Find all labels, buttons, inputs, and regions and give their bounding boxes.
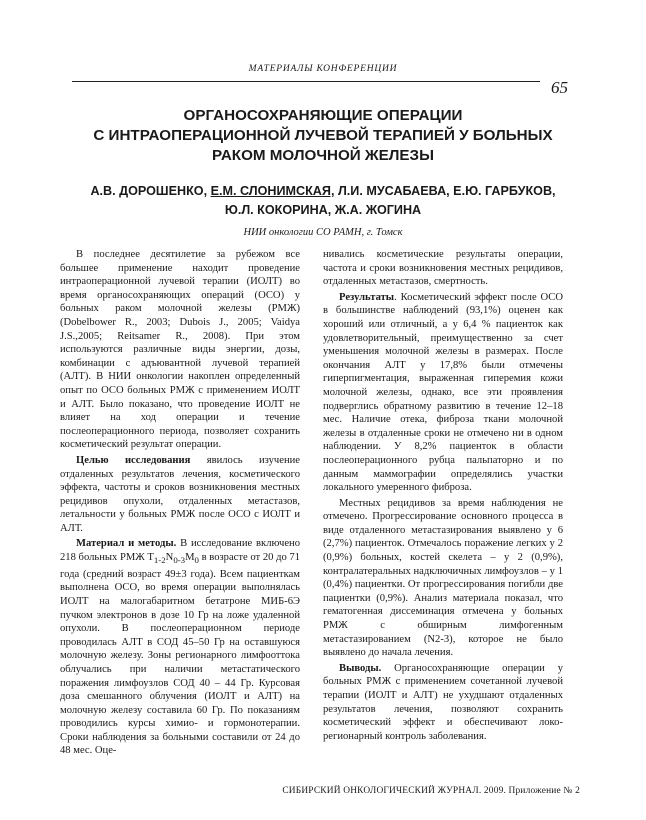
running-header: МАТЕРИАЛЫ КОНФЕРЕНЦИИ <box>248 64 398 74</box>
conclusion-heading: Выводы. <box>339 662 382 674</box>
author-line-2: Ю.Л. КОКОРИНА, Ж.А. ЖОГИНА <box>224 203 422 217</box>
header-rule <box>72 81 540 82</box>
conclusion-text: Органосохраняющие операции у больных РМЖ с применением сочетанной лучевой терапии (ИОЛТ и АЛТ) не ухудшают отдаленных результатов лечения, позволяют сохранить косметический эффект и обеспечивают локо-регионарный контроль заболевания. <box>323 662 563 742</box>
conclusion-paragraph <box>323 662 563 744</box>
results-heading: Результаты <box>339 291 395 303</box>
title-line: С ИНТРАОПЕРАЦИОННОЙ ЛУЧЕВОЙ ТЕРАПИЕЙ У БОЛЬНЫХ <box>93 127 553 144</box>
recurrence-paragraph: Местных рецидивов за время наблюдения не отмечено. Прогрессирование основного процесса в виде отдаленного метастазирования выявлено у 6 (2,7%) пациенток. Отмечалось поражение легких у 2 (0,9%) больных, костей скелета – у 2 (0,9%), контралатеральных надключичных лимфоузлов – у 1 (0,4%) пациентки. От прогрессирования погибли две пациентки (0,9%). Анализ материала показал, что гематогенная диссеминация отмечена у больных РМЖ с обширным лимфогенным метастазированием (N2-3), которое не было выявлено до начала лечения. <box>323 497 563 659</box>
author-name: Л.И. МУСАБАЕВА, Е.Ю. ГАРБУКОВ, <box>337 184 556 198</box>
left-column <box>60 248 300 758</box>
results-text: . Косметический эффект после ОСО в большинстве наблюдений (93,1%) оценен как хороший или отличный, а у 6,4 % пациенток как удовлетворительный, преимущественно за счет уменьшения молочной железы в размерах. После окончания АЛТ у 17,8% были отмечены гиперпигментация, выраженная гиперемия кожи молочной железы, однако, все эти проявления подверглись обратному развитию в течение 12–18 мес. Наличие отека, фиброза ткани молочной железы в отдаленные сроки не отмечено ни в одном наблюдении. У 8,2% пациенток в области послеоперационного рубца пальпаторно и по данным маммографии определялись участки локального умеренного фиброза. <box>323 291 563 494</box>
continuation-paragraph: нивались косметические результаты операции, частота и сроки возникновения местных рецидивов, отдаленных метастазов, смертность. <box>323 249 563 288</box>
aim-text: явилось изучение отдаленных результатов лечения, косметического эффекта, частоты и сроков возникновения местных рецидивов опухоли, отдаленных метастазов, летальности у больных РМЖ после ОСО с ИОЛТ и АЛТ. <box>60 454 300 534</box>
methods-text: M <box>185 552 195 564</box>
tnm-subscript: 1-2 <box>153 555 166 566</box>
intro-paragraph: В последнее десятилетие за рубежом все большее применение находит проведение интраоперационной лучевой терапии (ИОЛТ) во время органосохраняющих операций (ОСО) у больных раком молочной железы (РМЖ) (Dobelbower R., 2003; Dubois J., 2005; Vaidya J.S.,2005; Reitsamer R., 2008). При этом используются различные виды энергии, дозы, комбинации с адъювантной лучевой терапией (АЛТ). В НИИ онкологии накоплен определенный опыт по ОСО больных РМЖ с применением ИОЛТ и АЛТ. Было показано, что проведение ИОЛТ не влияет на ход операции и течение послеоперационного периода, позволяет сохранить косметический результат операции. <box>60 249 300 451</box>
journal-footer: СИБИРСКИЙ ОНКОЛОГИЧЕСКИЙ ЖУРНАЛ. 2009. Приложение № 2 <box>282 786 580 796</box>
title-line: ОРГАНОСОХРАНЯЮЩИЕ ОПЕРАЦИИ <box>183 107 463 124</box>
aim-paragraph <box>60 454 300 536</box>
methods-text: В исследование включено 218 больных РМЖ T <box>60 538 300 564</box>
methods-paragraph <box>60 537 300 758</box>
tnm-subscript: 0 <box>194 555 199 566</box>
results-paragraph <box>323 291 563 495</box>
author-name: А.В. ДОРОШЕНКО, <box>90 184 208 198</box>
title-line: РАКОМ МОЛОЧНОЙ ЖЕЛЕЗЫ <box>212 147 434 164</box>
aim-heading: Целью исследования <box>76 454 191 466</box>
author-list <box>40 182 606 220</box>
tnm-subscript: 0-3 <box>173 555 186 566</box>
methods-text: в возрасте от 20 до 71 года (средний возраст 49±3 года). Всем пациенткам выполнена ОСО, во время операции выполнялась ИОЛТ на малогабаритном бетатроне МИБ-6Э пучком электронов в дозе 10 Гр на ложе удаленной опухоли. В послеоперационном периоде проводилась АЛТ в СОД 45–50 Гр на оставшуюся молочную железу. Зоны регионарного лимфооттока облучались при наличии метастатического поражения лимфоузлов СОД 40 – 44 Гр. Курсовая доза смешанного облучения (ИОЛТ и АЛТ) на молочную железу составила 60 Гр. По показаниям проводились курсы химио- и гормонотерапии. Сроки наблюдения за больными составили от 24 до 48 мес. Оце- <box>60 552 301 757</box>
article-title <box>40 106 606 166</box>
affiliation: НИИ онкологии СО РАМН, г. Томск <box>243 227 403 238</box>
page-number: 65 <box>551 78 568 97</box>
right-column <box>323 248 563 743</box>
methods-heading: Материал и методы. <box>76 538 177 550</box>
methods-text: N <box>165 552 174 564</box>
author-name-underlined: Е.М. СЛОНИМСКАЯ, <box>210 184 335 198</box>
author-line-1 <box>40 182 606 201</box>
